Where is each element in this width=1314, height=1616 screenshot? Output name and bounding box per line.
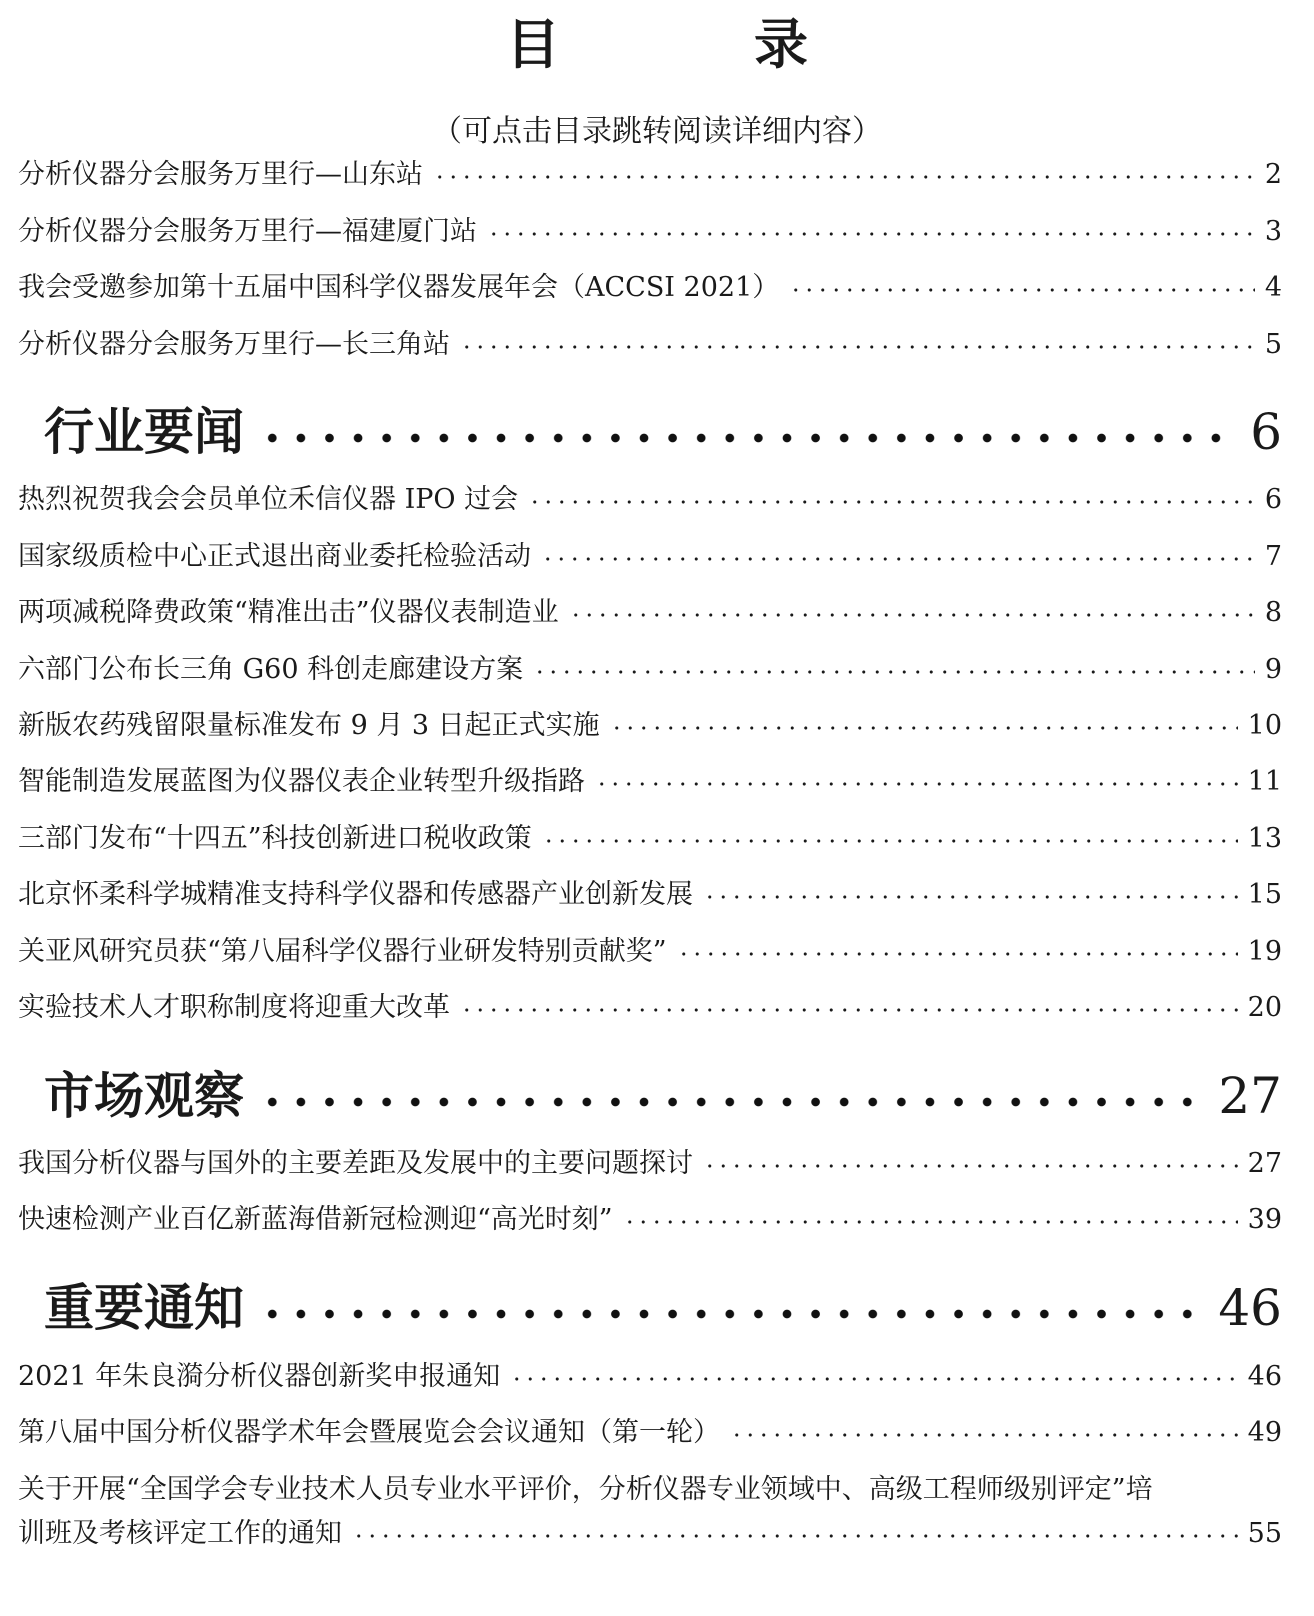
toc-entry-title: 三部门发布“十四五”科技创新进口税收政策 [18, 823, 532, 854]
dot-leader [730, 1433, 1238, 1437]
dot-leader [433, 175, 1255, 179]
toc-entry-page: 46 [1247, 1361, 1282, 1392]
dot-leader [510, 1377, 1237, 1381]
dot-leader [528, 500, 1255, 504]
toc-entry-page: 8 [1264, 597, 1282, 628]
toc-entry-title: 分析仪器分会服务万里行—长三角站 [18, 329, 450, 360]
page-title: 目 录 [506, 12, 878, 76]
toc-entry-title: 分析仪器分会服务万里行—福建厦门站 [18, 216, 477, 247]
toc-entry-title: 热烈祝贺我会会员单位禾信仪器 IPO 过会 [18, 484, 519, 515]
toc-entry[interactable] [18, 1144, 1282, 1184]
toc-entry-page: 15 [1247, 879, 1282, 910]
toc-section-heading[interactable] [44, 396, 1282, 468]
dot-leader [789, 288, 1255, 292]
toc-entry[interactable] [18, 212, 1282, 252]
dot-leader [258, 1309, 1206, 1319]
dot-leader [677, 952, 1238, 956]
dot-leader [460, 345, 1255, 349]
toc-entry-page: 2 [1264, 159, 1282, 190]
toc-entry-page: 49 [1247, 1417, 1282, 1448]
section-title: 行业要闻 [44, 403, 244, 461]
toc-entry-title: 2021 年朱良漪分析仪器创新奖申报通知 [18, 1361, 501, 1392]
toc-entry[interactable] [18, 325, 1282, 365]
toc-entry-title: 实验技术人才职称制度将迎重大改革 [18, 992, 450, 1023]
toc-subtitle: （可点击目录跳转阅读详细内容） [432, 114, 882, 149]
toc-section-heading[interactable] [44, 1272, 1282, 1344]
toc-entry-page: 11 [1247, 766, 1282, 797]
dot-leader [533, 670, 1255, 674]
dot-leader [487, 232, 1255, 236]
toc-entry-title-line2: 训班及考核评定工作的通知 [18, 1518, 342, 1549]
toc-entry-page: 13 [1247, 823, 1282, 854]
section-title: 市场观察 [44, 1067, 244, 1125]
toc-entry-page: 19 [1247, 936, 1282, 967]
toc-entry[interactable] [18, 988, 1282, 1028]
toc-entry-multiline[interactable] [18, 1468, 1282, 1556]
dot-leader [623, 1220, 1238, 1224]
toc-entry-title: 智能制造发展蓝图为仪器仪表企业转型升级指路 [18, 766, 585, 797]
toc-entry[interactable] [18, 268, 1282, 308]
toc-entry[interactable] [18, 537, 1282, 577]
toc-entry-title: 第八届中国分析仪器学术年会暨展览会会议通知（第一轮） [18, 1417, 720, 1448]
dot-leader [258, 433, 1238, 443]
toc-entry[interactable] [18, 706, 1282, 746]
toc-entry-title: 六部门公布长三角 G60 科创走廊建设方案 [18, 654, 524, 685]
dot-leader [569, 613, 1255, 617]
toc-entry-page: 6 [1264, 484, 1282, 515]
toc-entry-page: 20 [1247, 992, 1282, 1023]
toc-entry-page: 9 [1264, 654, 1282, 685]
dot-leader [542, 839, 1238, 843]
toc-entry-title: 我会受邀参加第十五届中国科学仪器发展年会（ACCSI 2021） [18, 272, 780, 303]
toc-entry[interactable] [18, 650, 1282, 690]
toc-entry[interactable] [18, 1357, 1282, 1397]
section-page: 46 [1218, 1279, 1282, 1337]
toc-entry-title: 北京怀柔科学城精准支持科学仪器和传感器产业创新发展 [18, 879, 693, 910]
dot-leader [703, 895, 1238, 899]
dot-leader [595, 782, 1238, 786]
toc-entry-page: 55 [1247, 1518, 1282, 1549]
toc-section-heading[interactable] [44, 1060, 1282, 1132]
section-page: 27 [1218, 1067, 1282, 1125]
dot-leader [460, 1008, 1238, 1012]
toc-entry-page: 4 [1264, 272, 1282, 303]
toc-entry-title: 国家级质检中心正式退出商业委托检验活动 [18, 541, 531, 572]
toc-entry[interactable] [18, 932, 1282, 972]
toc-entry[interactable] [18, 762, 1282, 802]
dot-leader [541, 557, 1255, 561]
dot-leader [258, 1097, 1206, 1107]
toc-entry[interactable] [18, 819, 1282, 859]
toc-entry-title: 关亚风研究员获“第八届科学仪器行业研发特别贡献奖” [18, 936, 667, 967]
toc-entry[interactable] [18, 1413, 1282, 1453]
toc-entry-title: 新版农药残留限量标准发布 9 月 3 日起正式实施 [18, 710, 600, 741]
toc-entry-page: 3 [1264, 216, 1282, 247]
toc-entry-page: 7 [1264, 541, 1282, 572]
section-title: 重要通知 [44, 1279, 244, 1337]
toc-entry-page: 27 [1247, 1148, 1282, 1179]
toc-entry-page: 5 [1264, 329, 1282, 360]
dot-leader [703, 1164, 1238, 1168]
section-page: 6 [1250, 403, 1282, 461]
dot-leader [352, 1534, 1238, 1538]
toc-entry-page: 10 [1247, 710, 1282, 741]
dot-leader [610, 726, 1238, 730]
toc-entry-title: 快速检测产业百亿新蓝海借新冠检测迎“高光时刻” [18, 1204, 613, 1235]
toc-entry[interactable] [18, 480, 1282, 520]
toc-entry[interactable] [18, 593, 1282, 633]
toc-entry[interactable] [18, 155, 1282, 195]
toc-entry-title-line1: 关于开展“全国学会专业技术人员专业水平评价，分析仪器专业领域中、高级工程师级别评定”培 [18, 1474, 1153, 1505]
toc-entry-title: 我国分析仪器与国外的主要差距及发展中的主要问题探讨 [18, 1148, 693, 1179]
toc-entry[interactable] [18, 1200, 1282, 1240]
toc-entry-title: 分析仪器分会服务万里行—山东站 [18, 159, 423, 190]
toc-entry-title: 两项减税降费政策“精准出击”仪器仪表制造业 [18, 597, 559, 628]
toc-entry[interactable] [18, 875, 1282, 915]
toc-entry-page: 39 [1247, 1204, 1282, 1235]
toc-entry-line2 [18, 1512, 1282, 1556]
